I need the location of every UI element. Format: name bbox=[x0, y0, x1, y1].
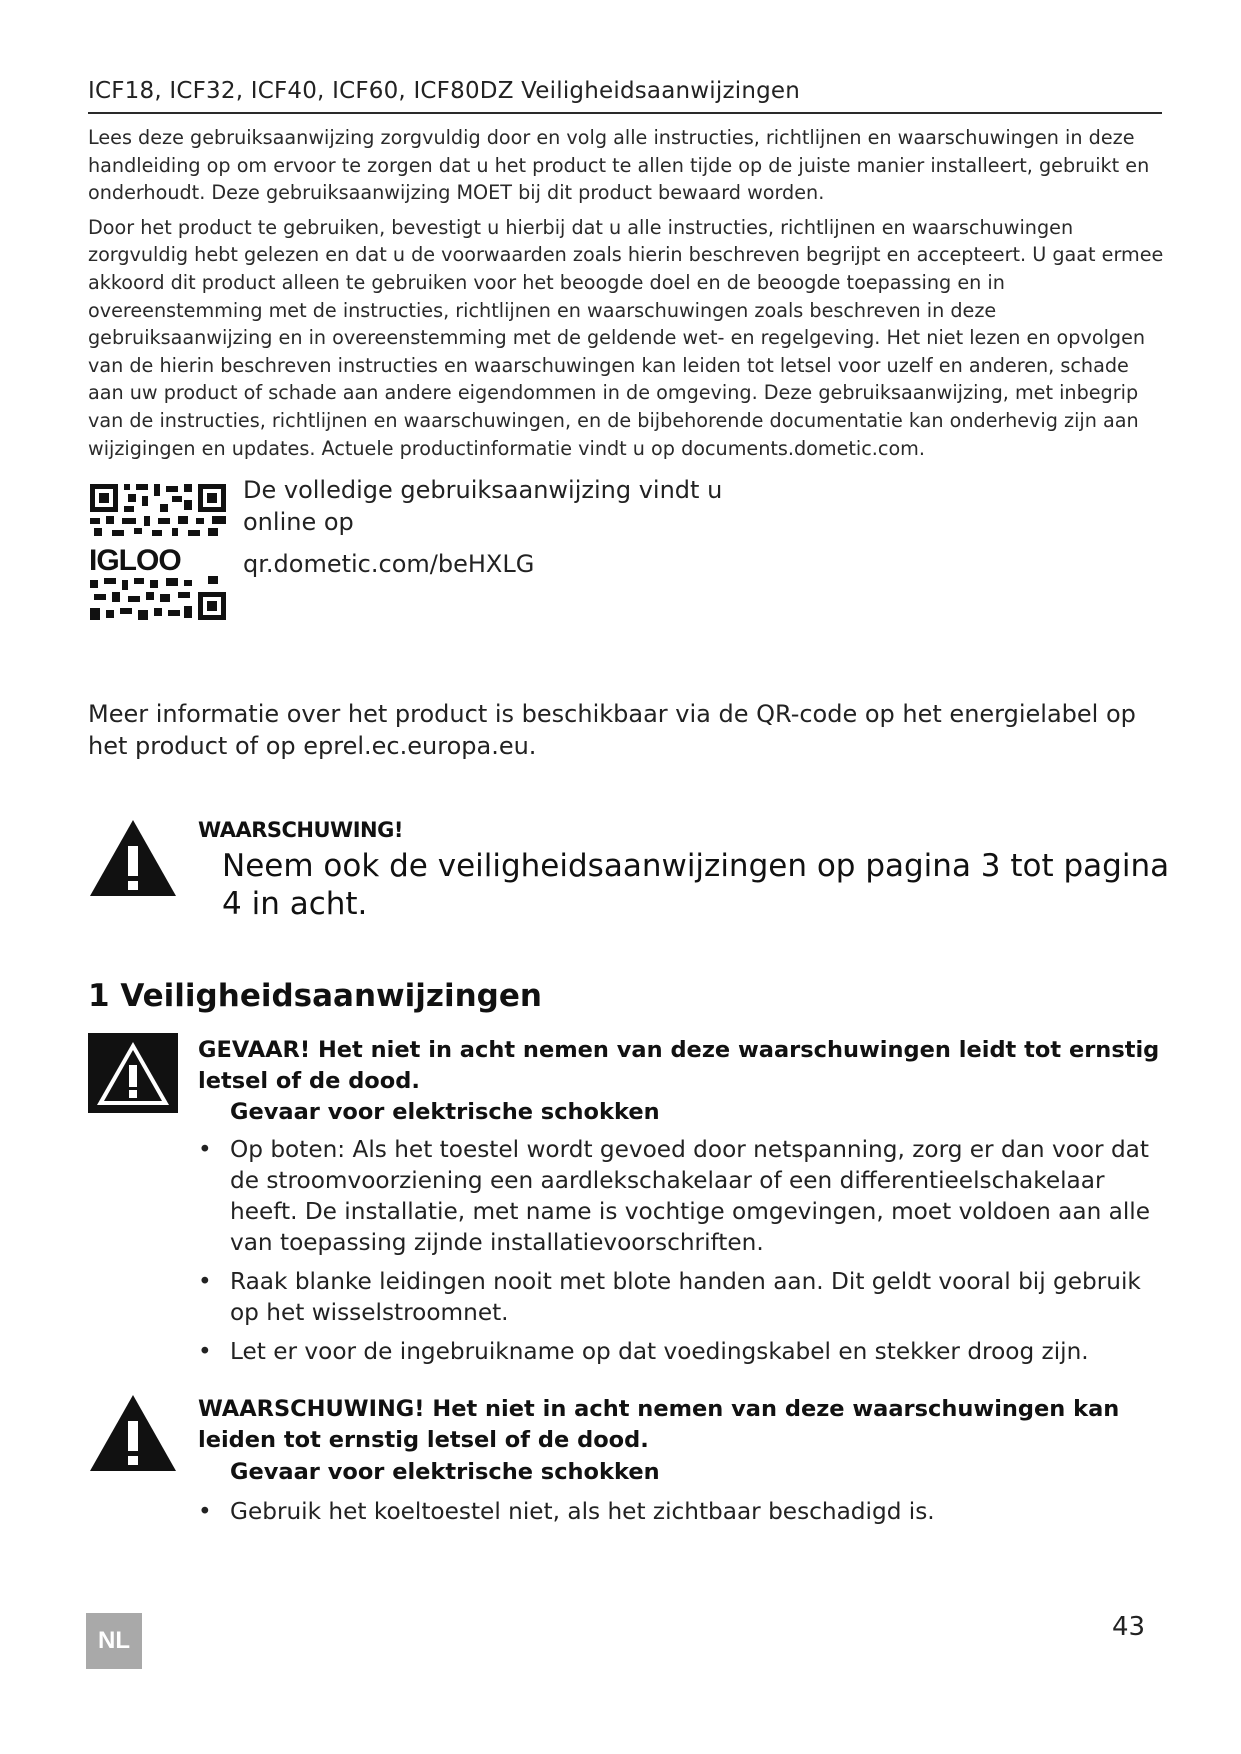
list-item: • Let er voor de ingebruikname op dat voedingskabel en stekker droog zijn. bbox=[198, 1338, 1089, 1365]
intro-paragraph-2: Door het product te gebruiken, bevestigt u hierbij dat u alle instructies, richtlijnen en waarschuwingen zorgvuldig hebt gelezen en dat u de voorwaarden zoals hierin beschreven begrijpt en accepteert. U gaat ermee akkoord dit product alleen te gebruiken voor het beoogde doel en de beoogde toepassing en in overeenstemming met de instructies, richtlijnen en waarschuwingen zoals beschreven in deze gebruiksaanwijzing en in overeenstemming met de geldende wet- en regelgeving. Het niet lezen en opvolgen van de hierin beschreven instructies en waarschuwingen kan leiden tot letsel voor uzelf en anderen, schade aan uw product of schade aan andere eigendommen in de omgeving. Deze gebruiksaanwijzing, met inbegrip van de instructies, richtlijnen en waarschuwingen, en de bijbehorende documentatie kan onderhevig zijn aan wijzigingen en updates. Actuele productinformatie vindt u op documents.dometic.com. bbox=[88, 215, 1164, 460]
qr-url-link[interactable]: qr.dometic.com/beHXLG bbox=[243, 550, 535, 578]
warning-triangle-icon bbox=[88, 818, 178, 898]
notice-body: Neem ook de veiligheidsaanwijzingen op pagina 3 tot pagina 4 in acht. bbox=[222, 848, 1170, 922]
list-item: • Gebruik het koeltoestel niet, als het zichtbaar beschadigd is. bbox=[198, 1498, 935, 1525]
language-badge: NL bbox=[86, 1613, 142, 1669]
notice-title: WAARSCHUWING! bbox=[198, 818, 403, 842]
qr-caption-line1: De volledige gebruiksaanwijzing vindt u bbox=[243, 476, 723, 504]
list-item: • Op boten: Als het toestel wordt gevoed door netspanning, zorg er dan voor dat de stroomvoorziening een aardlekschakelaar of een differentieelschakelaar heeft. De installatie, met name is vochtige omgevingen, moet voldoen aan alle van toepassing zijnde installatievoorschriften. bbox=[198, 1136, 1151, 1256]
qr-caption bbox=[243, 474, 722, 580]
section-title: 1 Veiligheidsaanwijzingen bbox=[88, 978, 542, 1014]
warning-triangle-icon bbox=[88, 1393, 178, 1473]
warning-subtitle: Gevaar voor elektrische schokken bbox=[230, 1459, 660, 1485]
danger-triangle-icon bbox=[88, 1033, 178, 1113]
qr-caption-line2: online op bbox=[243, 508, 354, 536]
warning-list bbox=[198, 1496, 1158, 1535]
igloo-logo: IGLOO bbox=[89, 544, 181, 577]
page-header-title: ICF18, ICF32, ICF40, ICF60, ICF80DZ Veiligheidsaanwijzingen bbox=[88, 78, 1162, 114]
danger-subtitle: Gevaar voor elektrische schokken bbox=[230, 1099, 660, 1125]
intro-paragraph-1: Lees deze gebruiksaanwijzing zorgvuldig door en volg alle instructies, richtlijnen en waarschuwingen in deze handleiding op om ervoor te zorgen dat u het product te allen tijde op de juiste manier installeert, gebruikt en onderhoudt. Deze gebruiksaanwijzing MOET bij dit product bewaard worden. bbox=[88, 126, 1150, 205]
danger-list bbox=[198, 1134, 1158, 1375]
list-item: • Raak blanke leidingen nooit met blote handen aan. Dit geldt vooral bij gebruik op het wisselstroomnet. bbox=[198, 1268, 1141, 1326]
warning-title: WAARSCHUWING! Het niet in acht nemen van deze waarschuwingen kan leiden tot ernstig letsel of de dood. bbox=[198, 1396, 1120, 1453]
page-number: 43 bbox=[1112, 1612, 1146, 1642]
danger-title: GEVAAR! Het niet in acht nemen van deze waarschuwingen leidt tot ernstig letsel of de dood. bbox=[198, 1037, 1160, 1094]
intro-text bbox=[88, 124, 1168, 469]
qr-code[interactable] bbox=[88, 482, 230, 624]
more-info-text: Meer informatie over het product is beschikbaar via de QR-code op het energielabel op het product of op eprel.ec.europa.eu. bbox=[88, 700, 1136, 760]
